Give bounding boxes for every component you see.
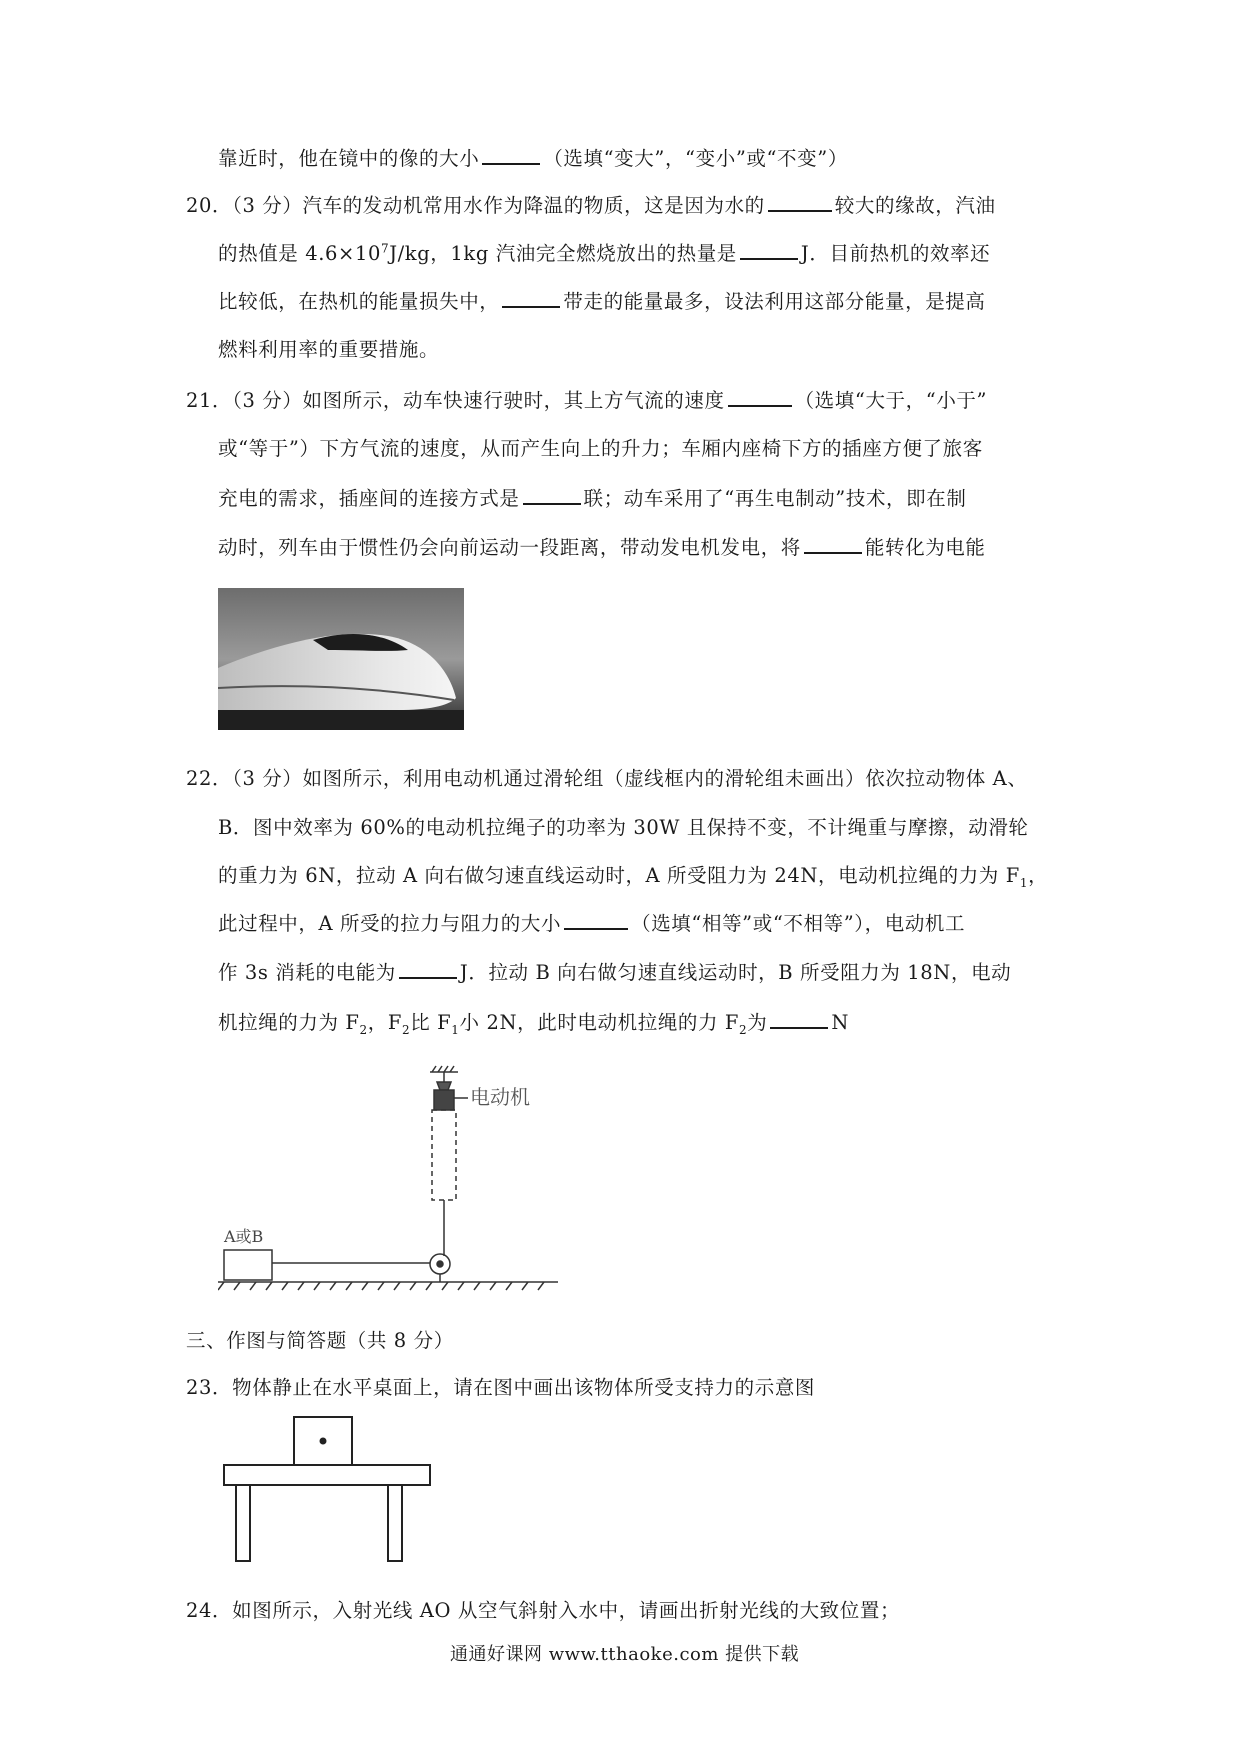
q21-text: 充电的需求，插座间的连接方式是 [218,487,520,510]
q20-line-2 [218,238,990,266]
pulley-box-dashed [432,1110,456,1200]
q20-blank-2[interactable] [740,257,798,260]
q20-text: 的热值是 4.6×10 [218,242,381,265]
q22-subscript: 2 [739,1022,748,1037]
q21-text: 动时，列车由于惯性仍会向前运动一段距离，带动发电机发电，将 [218,536,801,559]
q19-text-post: （选填“变大”，“变小”或“不变”） [543,147,848,170]
page-footer [450,1640,799,1666]
q22-text: 作 3s 消耗的电能为 [218,961,396,984]
block-a-or-b [224,1250,272,1280]
q20-text: 燃料利用率的重要措施。 [218,338,440,361]
q21-blank-2[interactable] [523,502,581,505]
q22-text: 机拉绳的力为 F [218,1011,360,1034]
q21-text: 联；动车采用了“再生电制动”技术，即在制 [583,487,967,510]
q22-text: J．拉动 B 向右做匀速直线运动时，B 所受阻力为 18N，电动 [459,961,1012,984]
q23-text: 23．物体静止在水平桌面上，请在图中画出该物体所受支持力的示意图 [186,1376,816,1399]
q20-text: 较大的缘故，汽油 [834,194,996,217]
q22-text: 的重力为 6N，拉动 A 向右做匀速直线运动时，A 所受阻力为 24N，电动机拉绳的力为 F [218,864,1020,887]
q20-text: J．目前热机 [800,242,910,265]
q20-text: J/kg，1kg 汽油完全燃烧放出的热量是 [389,242,737,265]
q21-blank-3[interactable] [804,551,862,554]
q22-text: ，F [367,1011,403,1034]
tabletop [224,1465,430,1485]
q22-blank-2[interactable] [399,976,457,979]
q22-subscript: 1 [451,1022,460,1037]
q22-line-3 [218,860,1048,890]
q22-text: 比 F [410,1011,452,1034]
q22-text: 为 [747,1011,768,1034]
q22-subscript: 1 [1019,875,1029,890]
q21-line-4 [218,532,986,560]
q22-text: 此过程中，A 所受的拉力与阻力的大小 [218,912,562,935]
q20-blank-3[interactable] [502,305,560,308]
q22-line-4 [218,908,965,936]
q22-line-6 [218,1007,849,1037]
q22-subscript: 2 [402,1022,411,1037]
ground-hatch [218,1282,544,1290]
q22-text: 22．（3 分）如图所示，利用电动机通过滑轮组（虚线框内的滑轮组未画出）依次拉动物体 A、 [186,767,1028,790]
q20-text: 的效率还 [909,242,991,265]
q19-text-pre: 靠近时，他在镜中的像的大小 [218,147,480,170]
section-3-title: 三、作图与简答题（共 8 分） [186,1329,454,1352]
q20-blank-1[interactable] [768,209,832,212]
table-leg-left [236,1485,250,1561]
q22-text: B．图中效率为 60%的电动机拉绳子的功率为 30W 且保持不变，不计绳重与摩擦，动滑轮 [218,816,1029,839]
motor-pulley-figure [218,1060,578,1295]
motor-icon [434,1090,454,1110]
q22-line-1 [186,763,1027,791]
ceiling-hatch [432,1066,454,1072]
q19-line [218,143,848,171]
q22-line-2 [218,812,1029,840]
q20-text: 带走的能量最多，设法利用这部分能量，是提高 [563,290,986,313]
section-3-heading [186,1325,454,1353]
q22-subscript: 2 [359,1022,368,1037]
q21-blank-1[interactable] [728,404,792,407]
q23-line [186,1372,815,1400]
q20-text: 比较低，在热机的能量损失中， [218,290,500,313]
q22-blank-1[interactable] [564,927,628,930]
block-label: A或B [224,1227,264,1246]
table-figure [218,1415,438,1565]
q22-text: （选填“相等”或“不相等”），电动机工 [631,912,966,935]
center-point [321,1439,326,1444]
q20-line-1 [186,190,996,218]
q20-exponent: 7 [380,241,390,256]
q22-text: N [831,1011,850,1034]
train-photo [218,588,464,730]
q22-text: 小 2N，此时电动机拉绳的力 F [459,1011,740,1034]
q24-line [186,1595,900,1623]
motor-hanger [437,1082,451,1090]
q22-line-5 [218,957,1011,985]
q22-blank-3[interactable] [770,1026,828,1029]
q21-text: 或“等于”）下方气流的速度，从而产生向上的升力；车厢内座椅下方的插座方便了旅客 [218,437,983,460]
q21-line-1 [186,385,987,413]
q22-text: ， [1028,864,1049,887]
q21-line-2 [218,433,983,461]
motor-label: 电动机 [470,1085,530,1109]
q19-blank[interactable] [482,162,540,165]
q21-text: 能转化为电能 [864,536,986,559]
q21-text: （选填“大于，“小于” [794,389,988,412]
q20-text: 20．（3 分）汽车的发动机常用水作为降温的物质，这是因为水的 [186,194,765,217]
q21-text: 21．（3 分）如图所示，动车快速行驶时，其上方气流的速度 [186,389,725,412]
q20-line-4 [218,334,439,362]
q20-line-3 [218,286,986,314]
footer-text: 通通好课网 www.tthaoke.com 提供下载 [450,1644,800,1665]
q24-text: 24．如图所示，入射光线 AO 从空气斜射入水中，请画出折射光线的大致位置； [186,1599,901,1622]
table-leg-right [388,1485,402,1561]
q21-line-3 [218,483,966,511]
